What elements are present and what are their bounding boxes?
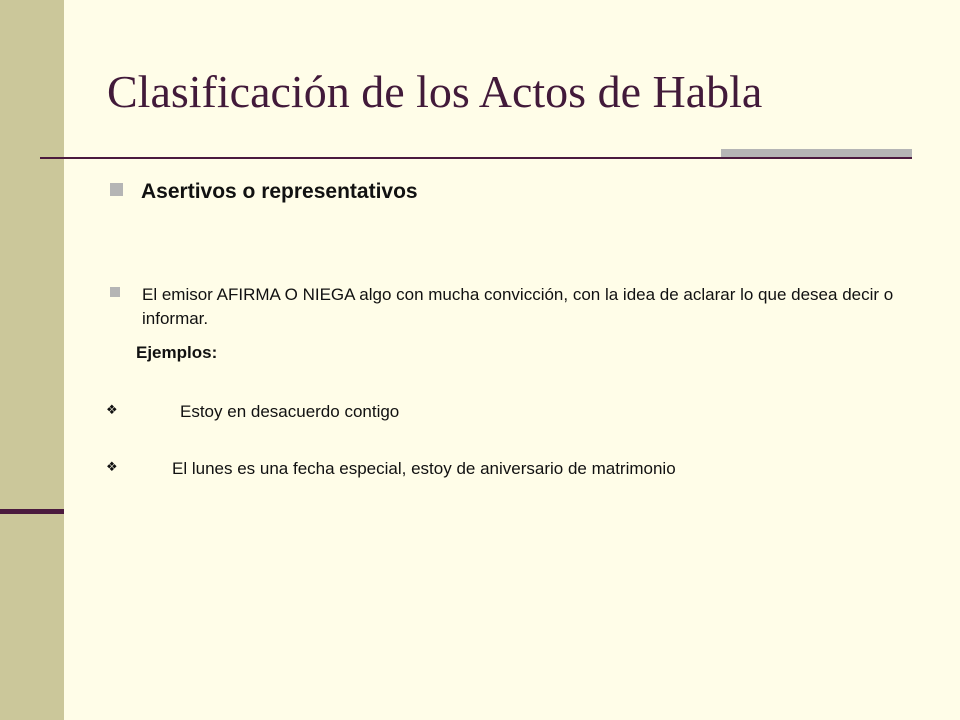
description-paragraph: El emisor AFIRMA O NIEGA algo con mucha convicción, con la idea de aclarar lo que desea decir o informar. — [142, 285, 894, 328]
title-underline — [40, 157, 912, 159]
side-decorative-bar — [0, 0, 64, 720]
section-heading: Asertivos o representativos — [141, 180, 418, 203]
diamond-bullet-icon: ❖ — [106, 460, 118, 475]
square-bullet-icon — [110, 287, 120, 297]
side-accent-stripe — [0, 509, 64, 514]
examples-label: Ejemplos: — [136, 343, 218, 362]
example-item: Estoy en desacuerdo contigo — [180, 402, 400, 421]
example-item: El lunes es una fecha especial, estoy de aniversario de matrimonio — [172, 459, 676, 478]
square-bullet-icon — [110, 183, 123, 196]
slide-title: Clasificación de los Actos de Habla — [107, 66, 763, 117]
title-underline-block — [721, 149, 912, 157]
diamond-bullet-icon: ❖ — [106, 403, 118, 418]
